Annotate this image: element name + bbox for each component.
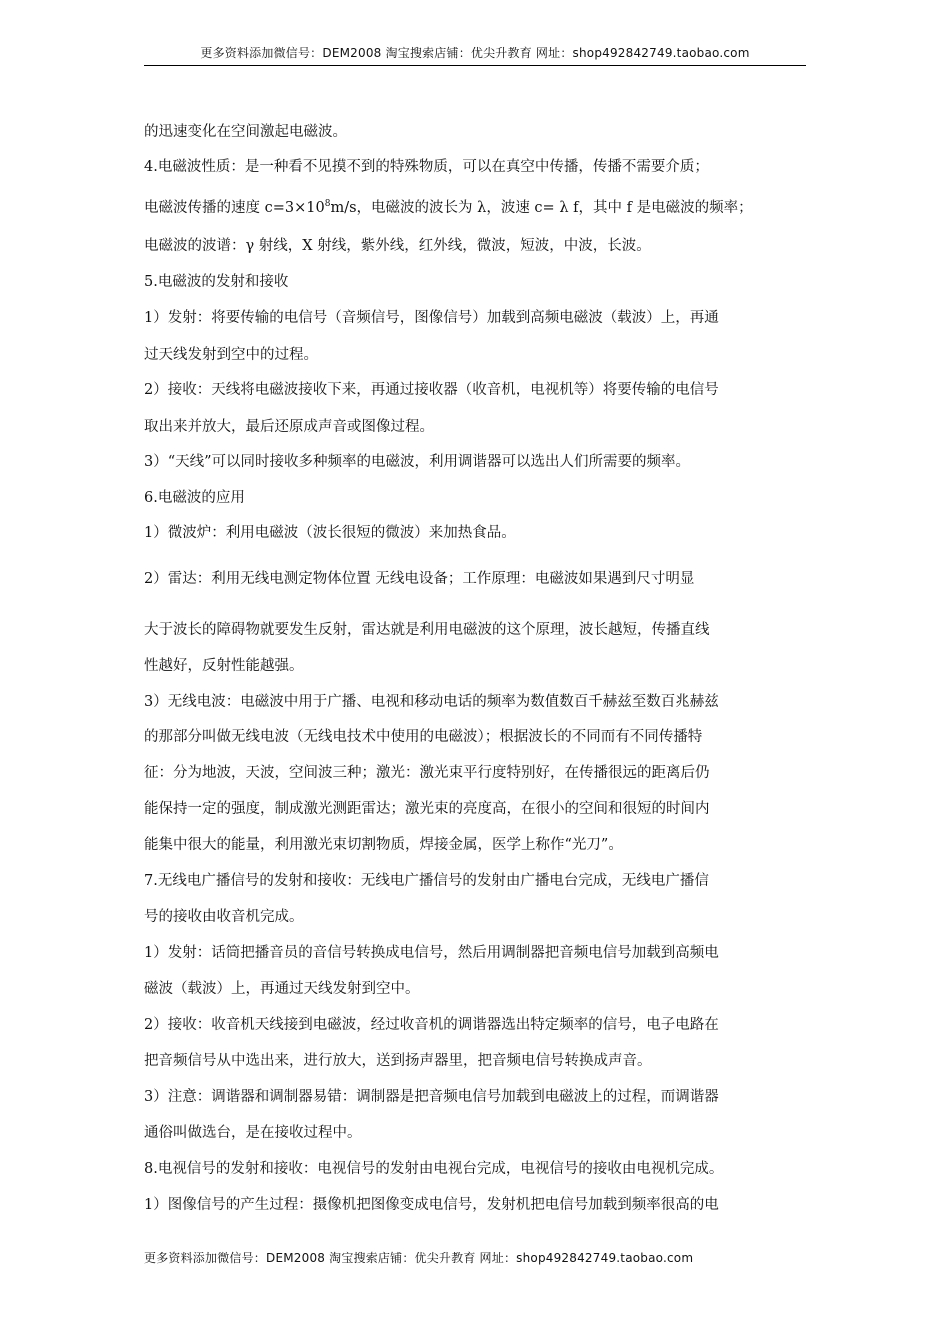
text-line: 1）图像信号的产生过程：摄像机把图像变成电信号，发射机把电信号加载到频率很高的电 bbox=[144, 1197, 719, 1213]
text-line: 的那部分叫做无线电波（无线电技术中使用的电磁波）；根据波长的不同而有不同传播特 bbox=[144, 729, 703, 745]
text-line: 过天线发射到空中的过程。 bbox=[144, 347, 318, 363]
text-line: 性越好，反射性能越强。 bbox=[144, 658, 304, 674]
text-line: 的迅速变化在空间激起电磁波。 bbox=[144, 124, 347, 140]
text-line: 1）发射：话筒把播音员的音信号转换成电信号，然后用调制器把音频电信号加载到高频电 bbox=[144, 945, 719, 961]
text-line: 把音频信号从中选出来，进行放大，送到扬声器里，把音频电信号转换成声音。 bbox=[144, 1053, 652, 1069]
page-header: 更多资料添加微信号：DEM2008 淘宝搜索店铺：优尖升教育 网址：shop492842749.taobao.com bbox=[200, 46, 750, 60]
superscript: 8 bbox=[324, 199, 331, 209]
text-line: 电磁波的波谱：γ 射线，X 射线，紫外线，红外线，微波，短波，中波，长波。 bbox=[144, 238, 651, 254]
text-line: 磁波（载波）上，再通过天线发射到空中。 bbox=[144, 981, 420, 997]
text-line: 1）微波炉：利用电磁波（波长很短的微波）来加热食品。 bbox=[144, 525, 516, 541]
text-line: 征：分为地波，天波，空间波三种；激光：激光束平行度特别好，在传播很远的距离后仍 bbox=[144, 765, 710, 781]
text-line: 通俗叫做选台，是在接收过程中。 bbox=[144, 1125, 362, 1141]
text-line: 能集中很大的能量，利用激光束切割物质，焊接金属，医学上称作“光刀”。 bbox=[144, 837, 623, 853]
text-line: 号的接收由收音机完成。 bbox=[144, 909, 304, 925]
text-line: 2）雷达：利用无线电测定物体位置 无线电设备；工作原理：电磁波如果遇到尺寸明显 bbox=[144, 571, 695, 587]
text-line: 5.电磁波的发射和接收 bbox=[144, 274, 289, 290]
text-line: 2）接收：收音机天线接到电磁波，经过收音机的调谐器选出特定频率的信号，电子电路在 bbox=[144, 1017, 719, 1033]
text-line: 能保持一定的强度，制成激光测距雷达；激光束的亮度高，在很小的空间和很短的时间内 bbox=[144, 801, 710, 817]
text-line: 6.电磁波的应用 bbox=[144, 490, 245, 506]
text-line: 取出来并放大，最后还原成声音或图像过程。 bbox=[144, 419, 434, 435]
text-line: 3）无线电波：电磁波中用于广播、电视和移动电话的频率为数值数百千赫兹至数百兆赫兹 bbox=[144, 694, 719, 710]
text-line: 电磁波传播的速度 $c=3\times 10^8m/s$，电磁波的波长为 λ，波速 c= λ f，其中 f 是电磁波的频率； bbox=[144, 199, 753, 216]
text-line: 8.电视信号的发射和接收：电视信号的发射由电视台完成，电视信号的接收由电视机完成。 bbox=[144, 1161, 724, 1177]
header-divider bbox=[144, 65, 806, 66]
text-line: 2）接收：天线将电磁波接收下来，再通过接收器（收音机，电视机等）将要传输的电信号 bbox=[144, 382, 719, 398]
text-line: 大于波长的障碍物就要发生反射，雷达就是利用电磁波的这个原理，波长越短，传播直线 bbox=[144, 622, 710, 638]
text-line: 3）注意：调谐器和调制器易错：调制器是把音频电信号加载到电磁波上的过程，而调谐器 bbox=[144, 1089, 719, 1105]
page-footer: 更多资料添加微信号：DEM2008 淘宝搜索店铺：优尖升教育 网址：shop492842749.taobao.com bbox=[144, 1251, 694, 1265]
text-line: 1）发射：将要传输的电信号（音频信号，图像信号）加载到高频电磁波（载波）上，再通 bbox=[144, 310, 719, 326]
text-line: 7.无线电广播信号的发射和接收：无线电广播信号的发射由广播电台完成，无线电广播信 bbox=[144, 873, 709, 889]
text-line: 4.电磁波性质：是一种看不见摸不到的特殊物质，可以在真空中传播，传播不需要介质； bbox=[144, 159, 709, 175]
text-line: 3）“天线”可以同时接收多种频率的电磁波，利用调谐器可以选出人们所需要的频率。 bbox=[144, 454, 691, 470]
